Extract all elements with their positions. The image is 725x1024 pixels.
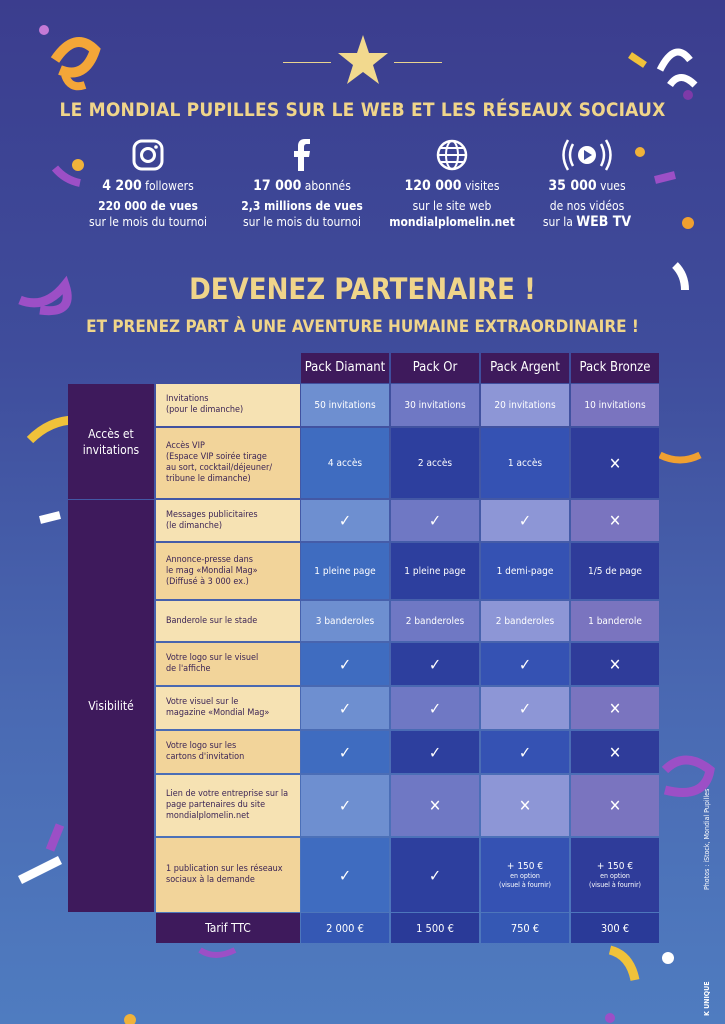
option-text: + 150 €: [596, 860, 634, 872]
divider-right: [394, 62, 442, 63]
pack-header: Pack Argent: [481, 353, 569, 383]
table-cell: ✓: [391, 838, 479, 912]
table-cell: 30 invitations: [391, 384, 479, 426]
cta-title: DEVENEZ PARTENAIRE !: [189, 272, 536, 306]
table-cell: ✓: [391, 500, 479, 541]
stat-unit: vues: [600, 179, 626, 193]
table-cell: ✕: [481, 775, 569, 836]
tarif-value: 1 500 €: [391, 913, 479, 943]
facebook-icon: [285, 138, 319, 172]
cta-subtitle: ET PRENEZ PART À UNE AVENTURE HUMAINE EXTRAORDINAIRE !: [86, 317, 639, 337]
table-cell: ✓: [301, 687, 389, 729]
stat-line3-webtv: sur la WEB TV: [542, 214, 632, 230]
table-cell: ✓: [301, 775, 389, 836]
table-cell: 1 demi-page: [481, 543, 569, 599]
globe-icon: [435, 138, 469, 172]
option-text: en option: [600, 871, 630, 880]
stat-facebook: [222, 138, 382, 230]
stat-line3: sur le mois du tournoi: [88, 215, 208, 229]
row-label: Votre visuel sur le magazine «Mondial Mag»: [156, 687, 300, 729]
table-cell: 1 pleine page: [391, 543, 479, 599]
stat-line2: de nos vidéos: [549, 199, 625, 213]
stat-number: 4 200: [102, 178, 142, 194]
table-cell: ✓: [301, 643, 389, 685]
option-text: (visuel à fournir): [498, 880, 551, 889]
stat-line3: sur le mois du tournoi: [242, 215, 362, 229]
table-cell: 3 banderoles: [301, 601, 389, 641]
pack-header: Pack Or: [391, 353, 479, 383]
pack-header: Pack Bronze: [571, 353, 659, 383]
tarif-value: 2 000 €: [301, 913, 389, 943]
table-cell: 1 pleine page: [301, 543, 389, 599]
tarif-value: 300 €: [571, 913, 659, 943]
table-cell: ✓: [481, 687, 569, 729]
table-cell: [571, 838, 659, 912]
divider-left: [283, 62, 331, 63]
table-cell: ✓: [301, 500, 389, 541]
table-cell: 2 accès: [391, 428, 479, 498]
table-cell: 10 invitations: [571, 384, 659, 426]
option-text: en option: [510, 871, 540, 880]
table-cell: ✕: [571, 500, 659, 541]
row-label: Banderole sur le stade: [156, 601, 300, 641]
table-cell: 2 banderoles: [391, 601, 479, 641]
table-cell: ✕: [571, 428, 659, 498]
stat-line3: mondialplomelin.net: [389, 215, 515, 229]
table-cell: ✕: [571, 731, 659, 773]
category-label: Visibilité: [68, 500, 154, 912]
stat-line2: 220 000 de vues: [98, 199, 198, 213]
table-cell: ✓: [301, 731, 389, 773]
row-label: Invitations (pour le dimanche): [156, 384, 300, 426]
table-cell: 2 banderoles: [481, 601, 569, 641]
photo-credit: Photos : iStock, Mondial Pupilles: [703, 788, 711, 890]
category-label: Accès et invitations: [68, 384, 154, 499]
agency-logo: K UNIQUE: [703, 981, 711, 1016]
table-cell: ✓: [481, 500, 569, 541]
row-label: Accès VIP (Espace VIP soirée tirage au sort, cocktail/déjeuner/ tribune le dimanche): [156, 428, 300, 498]
page-title: LE MONDIAL PUPILLES SUR LE WEB ET LES RÉSEAUX SOCIAUX: [59, 99, 666, 121]
option-text: (visuel à fournir): [588, 880, 641, 889]
pack-header: Pack Diamant: [301, 353, 389, 383]
row-label: Lien de votre entreprise sur la page partenaires du site mondialplomelin.net: [156, 775, 300, 836]
table-cell: 50 invitations: [301, 384, 389, 426]
stat-unit: visites: [464, 179, 500, 193]
table-cell: ✓: [481, 643, 569, 685]
stat-unit: abonnés: [304, 179, 351, 193]
table-cell: 20 invitations: [481, 384, 569, 426]
stat-unit: followers: [145, 179, 194, 193]
row-label: 1 publication sur les réseaux sociaux à la demande: [156, 838, 300, 912]
table-cell: 1 accès: [481, 428, 569, 498]
row-label: Annonce-presse dans le mag «Mondial Mag» (Diffusé à 3 000 ex.): [156, 543, 300, 599]
table-cell: [481, 838, 569, 912]
play-broadcast-icon: [562, 138, 612, 172]
row-label: Messages publicitaires (le dimanche): [156, 500, 300, 541]
table-cell: 1 banderole: [571, 601, 659, 641]
stat-number: 35 000: [548, 178, 597, 194]
tarif-label: Tarif TTC: [156, 913, 300, 943]
table-cell: ✕: [571, 775, 659, 836]
stat-webtv: [507, 138, 667, 230]
star-icon: [337, 35, 389, 85]
table-cell: ✕: [391, 775, 479, 836]
stat-line2: 2,3 millions de vues: [241, 199, 363, 213]
stat-line2: sur le site web: [412, 199, 492, 213]
stat-number: 120 000: [404, 178, 462, 194]
row-label: Votre logo sur le visuel de l'affiche: [156, 643, 300, 685]
table-cell: ✓: [391, 731, 479, 773]
table-cell: ✓: [481, 731, 569, 773]
table-cell: ✕: [571, 643, 659, 685]
table-cell: ✓: [391, 687, 479, 729]
table-cell: 4 accès: [301, 428, 389, 498]
tarif-value: 750 €: [481, 913, 569, 943]
row-label: Votre logo sur les cartons d'invitation: [156, 731, 300, 773]
table-cell: 1/5 de page: [571, 543, 659, 599]
table-cell: ✓: [301, 838, 389, 912]
table-cell: ✓: [391, 643, 479, 685]
table-cell: ✕: [571, 687, 659, 729]
option-text: + 150 €: [506, 860, 544, 872]
stat-instagram: [68, 138, 228, 230]
stat-number: 17 000: [253, 178, 302, 194]
instagram-icon: [131, 138, 165, 172]
